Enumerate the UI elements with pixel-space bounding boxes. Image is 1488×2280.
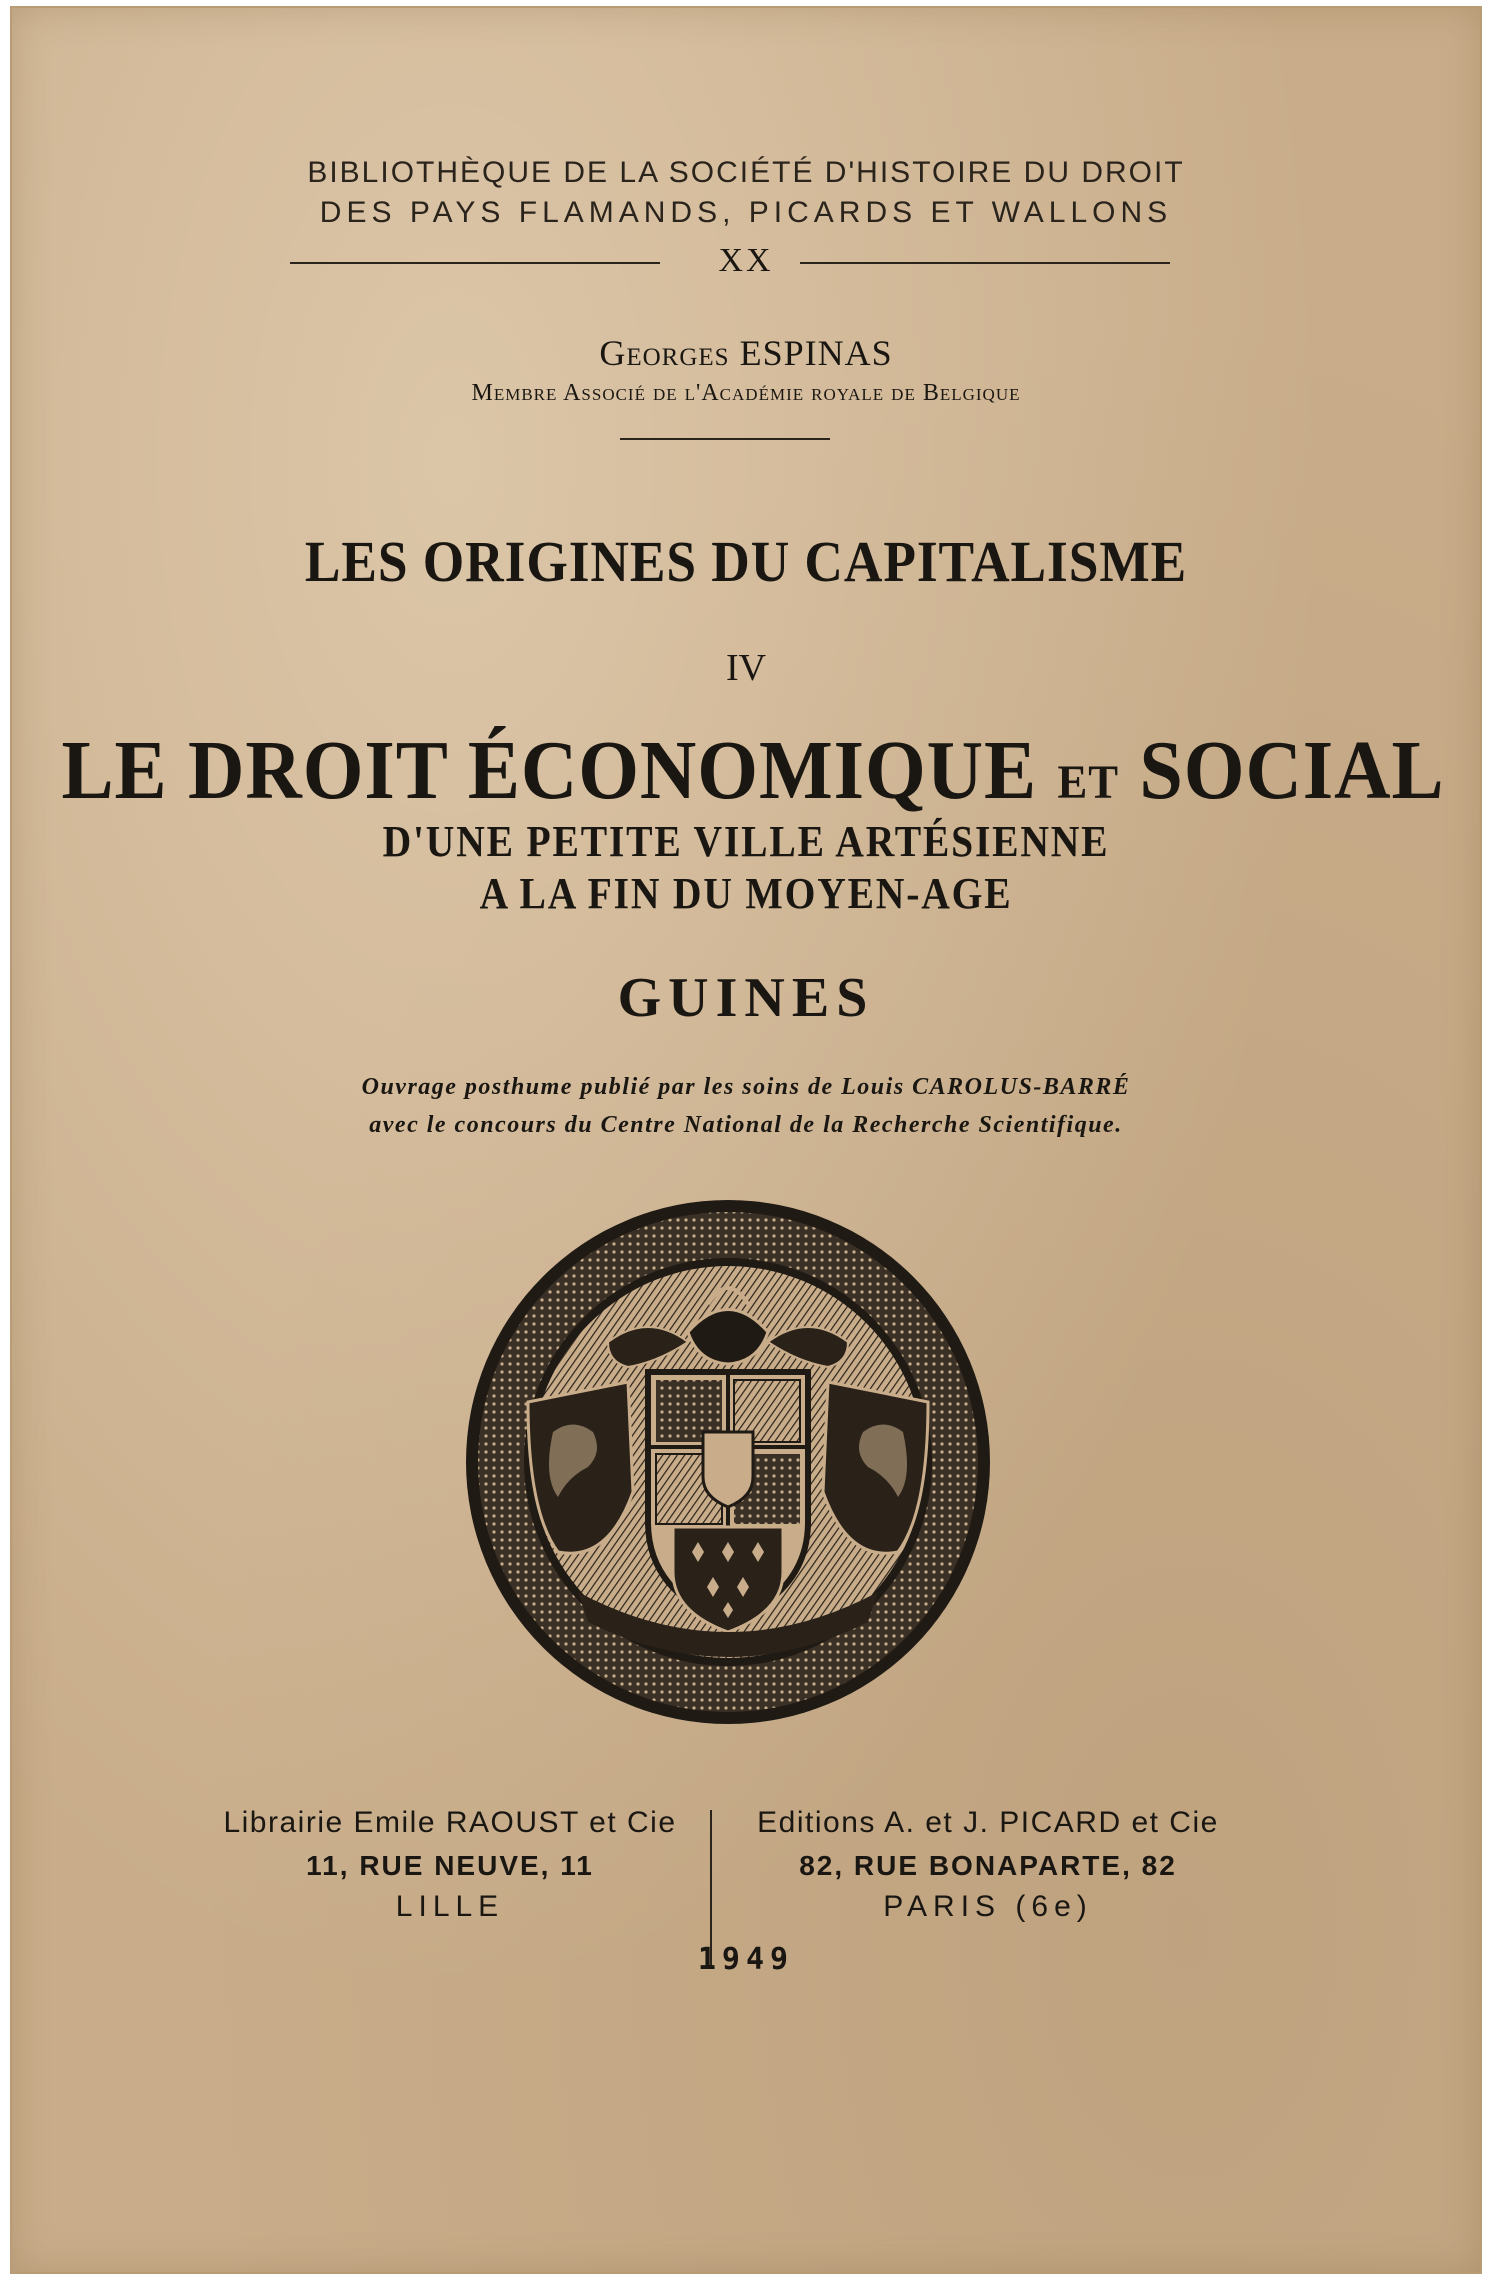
author-rule (620, 438, 830, 440)
editor-note-line-1: Ouvrage posthume publié par les soins de Louis CAROLUS-BARRÉ (361, 1074, 1131, 1100)
main-title-et: ET (1057, 756, 1119, 809)
publisher-right (718, 1806, 1258, 1930)
publisher-right-address: 82, RUE BONAPARTE, 82 (799, 1850, 1177, 1881)
series-line-1: BIBLIOTHÈQUE DE LA SOCIÉTÉ D'HISTOIRE DU DROIT (307, 156, 1185, 189)
publication-year: 1949 (697, 1942, 795, 1977)
book-cover (10, 6, 1482, 2274)
place-name: GUINES (617, 967, 875, 1029)
subtitle-line-2: A LA FIN DU MOYEN-AGE (479, 869, 1013, 918)
rule-right (800, 262, 1170, 264)
series-line-2: DES PAYS FLAMANDS, PICARDS ET WALLONS (319, 196, 1173, 229)
subtitle-line-1: D'UNE PETITE VILLE ARTÉSIENNE (382, 817, 1110, 866)
editor-note-line-2: avec le concours du Centre National de la Recherche Scientifique. (369, 1112, 1123, 1138)
heraldic-seal-icon (458, 1192, 998, 1732)
main-title-a: LE DROIT ÉCONOMIQUE (61, 724, 1038, 817)
author-title: Membre Associé de l'Académie royale de Belgique (471, 380, 1021, 406)
author-name: Georges ESPINAS (599, 333, 893, 373)
part-number: IV (725, 647, 767, 689)
publisher-right-city: PARIS (6e) (883, 1890, 1093, 1923)
publisher-right-name: Editions A. et J. PICARD et Cie (757, 1806, 1219, 1839)
volume-number: XX (718, 242, 774, 279)
publisher-left-address: 11, RUE NEUVE, 11 (306, 1850, 594, 1881)
main-title-b: SOCIAL (1139, 724, 1445, 817)
main-title (61, 722, 1445, 819)
series-title: LES ORIGINES DU CAPITALISME (304, 529, 1188, 594)
publisher-left-name: Librairie Emile RAOUST et Cie (223, 1806, 677, 1839)
publisher-left-city: LILLE (395, 1890, 505, 1923)
publisher-left (170, 1806, 730, 1930)
